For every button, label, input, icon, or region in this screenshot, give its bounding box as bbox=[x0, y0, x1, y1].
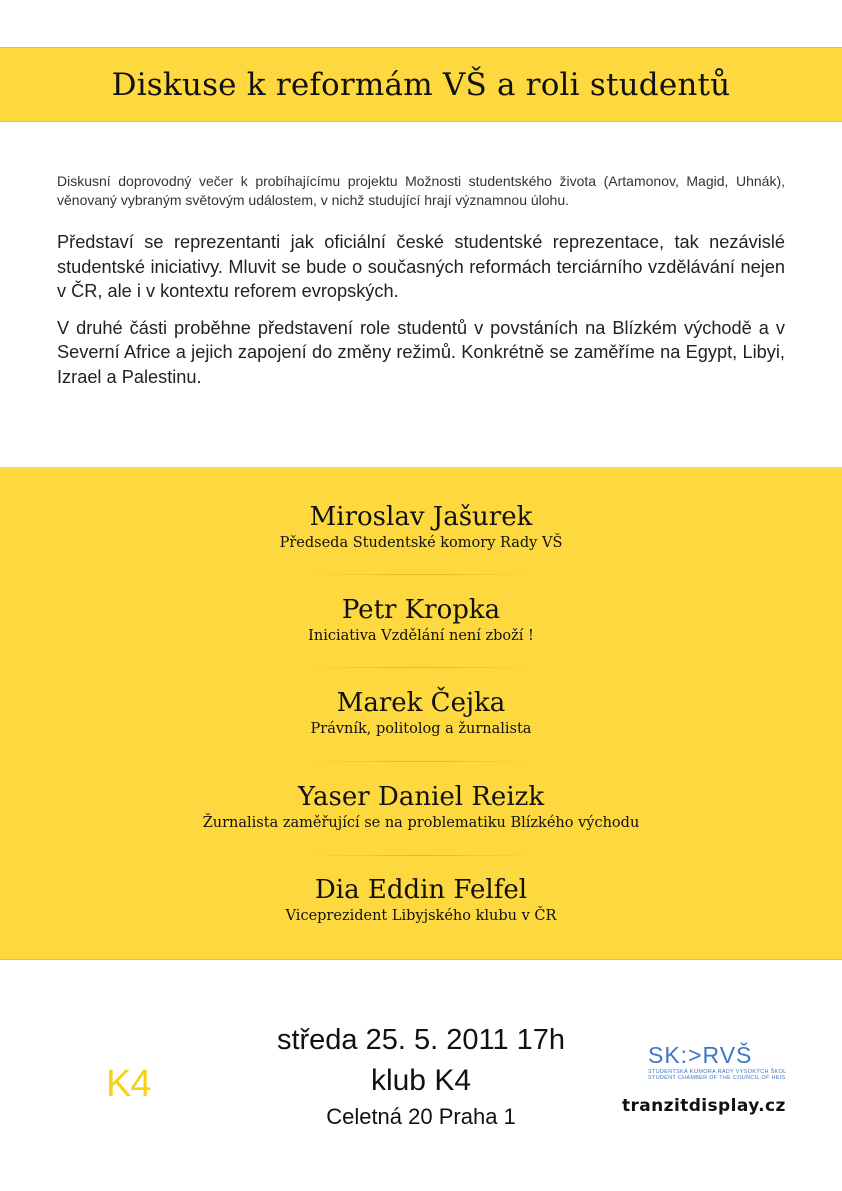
speaker-name: Marek Čejka bbox=[336, 688, 506, 718]
speaker-name: Dia Eddin Felfel bbox=[314, 875, 528, 905]
speaker-4 bbox=[0, 781, 842, 833]
intro-paragraph-1: Představí se reprezentanti jak oficiální české studentské reprezentace, tak nezávislé studentské iniciativy. Mluvit se bude o současných reformách terciárního vzdělávání nejen v ČR, ale i v kontextu reforem evropských. bbox=[57, 232, 785, 301]
event-date: středa 25. 5. 2011 17h bbox=[276, 1024, 566, 1056]
intro-lead: Diskusní doprovodný večer k probíhajícímu projektu Možnosti studentského života (Artamonov, Magid, Uhnák), věnovaný vybraným světovým událostem, v nichž studující hrají významnou úlohu. bbox=[57, 173, 785, 208]
speaker-2 bbox=[0, 594, 842, 646]
speaker-name: Petr Kropka bbox=[341, 595, 501, 625]
k4-logo-text: K4 bbox=[106, 1063, 151, 1105]
title-band bbox=[0, 47, 842, 122]
event-venue: klub K4 bbox=[370, 1064, 472, 1097]
speaker-role: Iniciativa Vzdělání není zboží ! bbox=[308, 628, 534, 644]
tranzit-display-link[interactable]: tranzitdisplay.cz bbox=[622, 1096, 786, 1116]
skrvs-logo-subtitle-1: STUDENTSKÁ KOMORA RADY VYSOKÝCH ŠKOL bbox=[648, 1069, 787, 1075]
speaker-divider bbox=[306, 761, 536, 762]
speaker-name: Miroslav Jašurek bbox=[309, 502, 533, 532]
speaker-role: Žurnalista zaměřující se na problematiku Blízkého východu bbox=[202, 815, 640, 831]
speaker-3 bbox=[0, 687, 842, 739]
skrvs-logo bbox=[648, 1042, 788, 1081]
skrvs-logo-subtitle-2: STUDENT CHAMBER OF THE COUNCIL OF HEIS bbox=[648, 1075, 786, 1081]
speaker-5 bbox=[0, 874, 842, 926]
intro-section bbox=[57, 172, 785, 401]
speaker-divider bbox=[306, 667, 536, 668]
intro-paragraph-2: V druhé části proběhne představení role studentů v povstáních na Blízkém východě a v Severní Africe a jejich zapojení do změny režimů. Konkrétně se zaměříme na Egypt, Libyi, Izrael a Palestinu. bbox=[57, 317, 785, 387]
k4-logo bbox=[106, 1064, 168, 1104]
speaker-divider bbox=[306, 574, 536, 575]
page-title: Diskuse k reformám VŠ a roli studentů bbox=[111, 66, 731, 103]
event-address: Celetná 20 Praha 1 bbox=[326, 1104, 516, 1129]
skrvs-logo-mark: SK:>RVŠ bbox=[648, 1042, 753, 1068]
speaker-1 bbox=[0, 501, 842, 553]
speakers-band bbox=[0, 467, 842, 960]
speaker-divider bbox=[306, 855, 536, 856]
speaker-role: Viceprezident Libyjského klubu v ČR bbox=[285, 908, 557, 924]
speaker-name: Yaser Daniel Reizk bbox=[297, 782, 545, 812]
speaker-role: Právník, politolog a žurnalista bbox=[310, 721, 532, 737]
speaker-role: Předseda Studentské komory Rady VŠ bbox=[279, 535, 563, 551]
